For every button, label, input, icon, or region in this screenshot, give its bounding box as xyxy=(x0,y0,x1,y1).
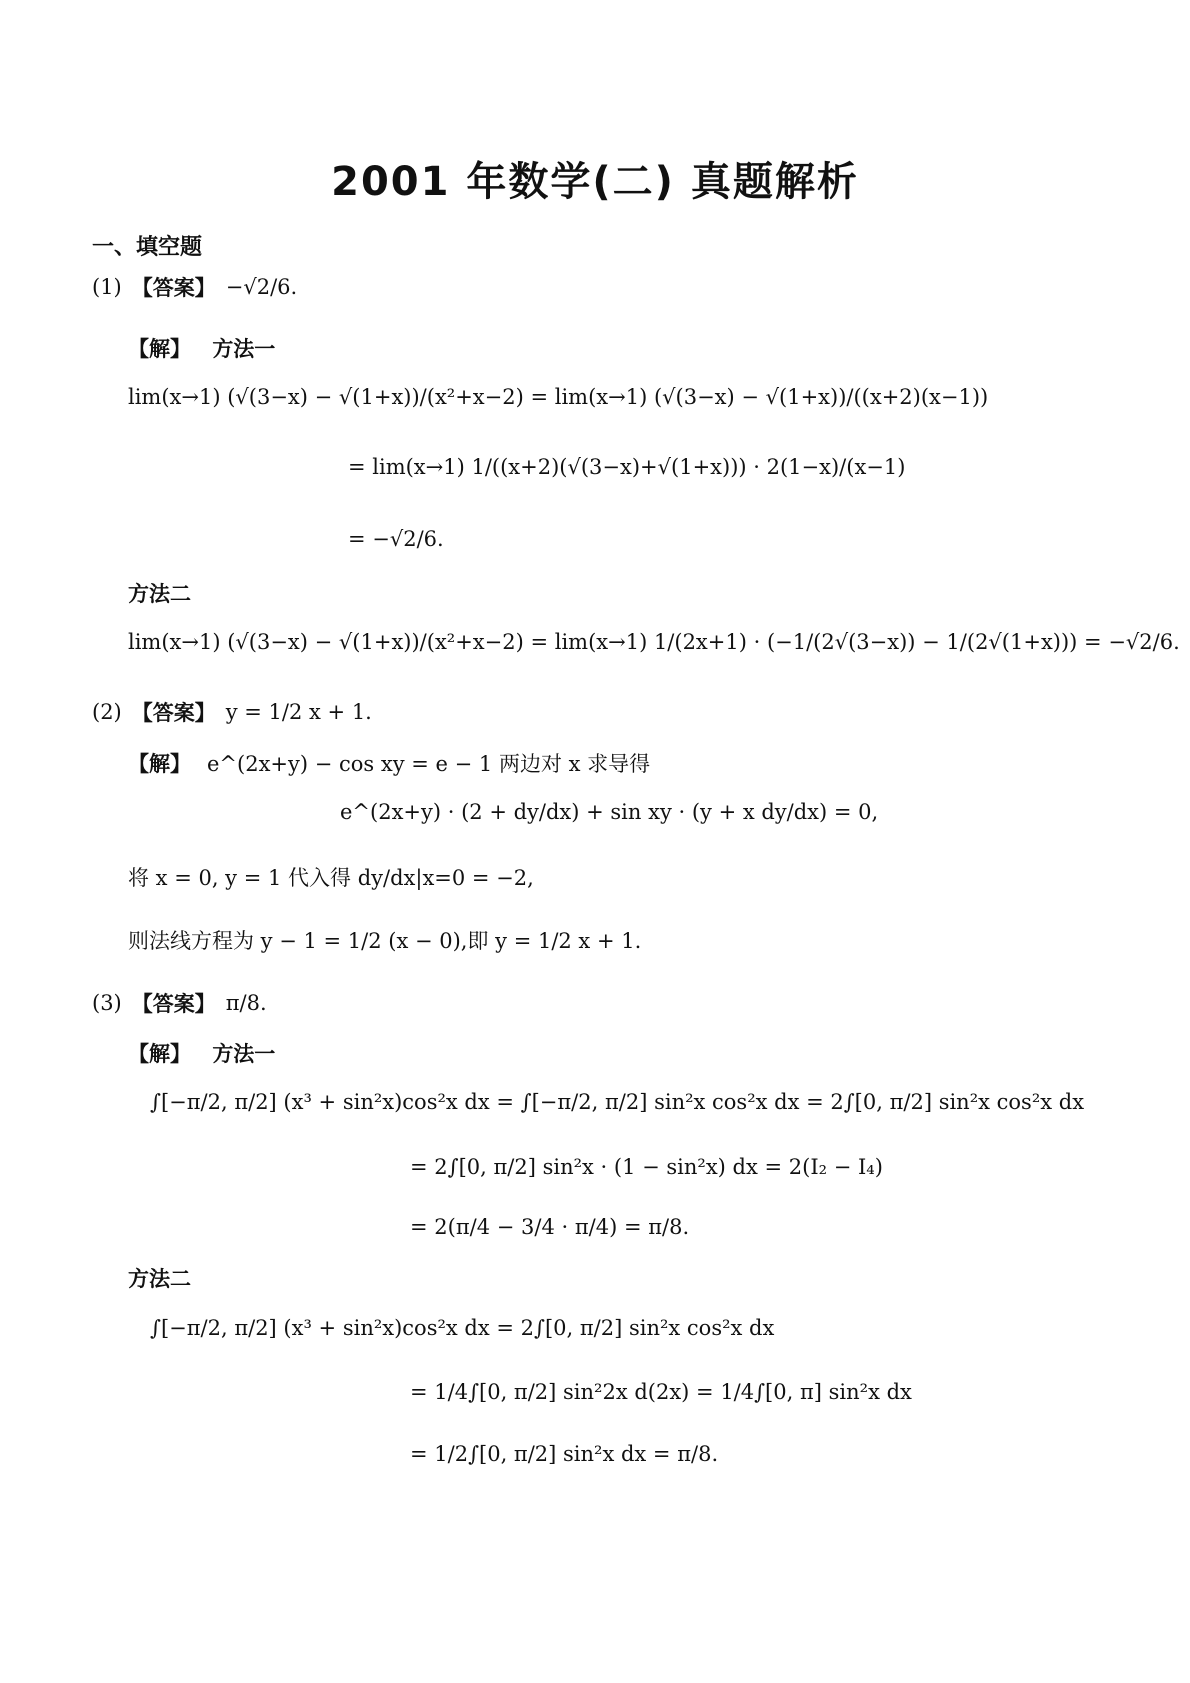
q1-answer-line xyxy=(92,272,297,302)
q3-m1c: = 2(π/4 − 3/4 · π/4) = π/8. xyxy=(410,1215,690,1239)
q2-answer-line xyxy=(92,697,372,727)
q1-solution-label: 【解】 xyxy=(128,337,191,361)
q3-method1-label: 方法一 xyxy=(212,1042,276,1066)
q2-l1: e^(2x+y) − cos xy = e − 1 两边对 x 求导得 xyxy=(207,752,651,776)
q3-method1-heading xyxy=(128,1038,275,1068)
q1-eq3: = −√2/6. xyxy=(348,527,444,551)
q1-method2-label: 方法二 xyxy=(128,582,191,606)
q2-l3: 将 x = 0, y = 1 代入得 dy/dx|x=0 = −2, xyxy=(128,866,534,890)
q2-answer: y = 1/2 x + 1. xyxy=(225,700,372,724)
q2-solution-label: 【解】 xyxy=(128,752,191,776)
q2-answer-label: 【答案】 xyxy=(131,701,216,725)
q3-number: (3) xyxy=(92,991,122,1015)
q1-eq2: = lim(x→1) 1/((x+2)(√(3−x)+√(1+x))) · 2(1−x)/(x−1) xyxy=(348,455,906,479)
q3-m2b: = 1/4∫[0, π/2] sin²2x d(2x) = 1/4∫[0, π] sin²x dx xyxy=(410,1380,912,1404)
q3-m2c: = 1/2∫[0, π/2] sin²x dx = π/8. xyxy=(410,1442,719,1466)
q2-l2: e^(2x+y) · (2 + dy/dx) + sin xy · (y + x dy/dx) = 0, xyxy=(340,800,879,824)
q2-line1 xyxy=(128,748,650,778)
q2-number: (2) xyxy=(92,700,122,724)
q3-m2a: ∫[−π/2, π/2] (x³ + sin²x)cos²x dx = 2∫[0, π/2] sin²x cos²x dx xyxy=(150,1316,775,1340)
q1-method1-label: 方法一 xyxy=(212,337,276,361)
q2-l4: 则法线方程为 y − 1 = 1/2 (x − 0),即 y = 1/2 x + 1. xyxy=(128,929,642,953)
q3-m1b: = 2∫[0, π/2] sin²x · (1 − sin²x) dx = 2(I₂ − I₄) xyxy=(410,1155,883,1179)
q3-answer: π/8. xyxy=(225,991,267,1015)
q1-number: (1) xyxy=(92,275,122,299)
q1-eq1: lim(x→1) (√(3−x) − √(1+x))/(x²+x−2) = lim(x→1) (√(3−x) − √(1+x))/((x+2)(x−1)) xyxy=(128,385,989,409)
q3-answer-label: 【答案】 xyxy=(131,992,216,1016)
q3-m1a: ∫[−π/2, π/2] (x³ + sin²x)cos²x dx = ∫[−π/2, π/2] sin²x cos²x dx = 2∫[0, π/2] sin²x cos²x dx xyxy=(150,1090,1085,1114)
q3-solution-label: 【解】 xyxy=(128,1042,191,1066)
q3-method2-label: 方法二 xyxy=(128,1267,191,1291)
q1-answer-label: 【答案】 xyxy=(131,276,216,300)
section-heading: 一、填空题 xyxy=(92,235,203,260)
q1-answer: −√2/6. xyxy=(225,275,298,299)
q1-m2: lim(x→1) (√(3−x) − √(1+x))/(x²+x−2) = lim(x→1) 1/(2x+1) · (−1/(2√(3−x)) − 1/(2√(1+x))) = −√2/6. xyxy=(128,630,1180,654)
q1-method1-heading xyxy=(128,333,275,363)
q3-answer-line xyxy=(92,988,267,1018)
page-title: 2001 年数学(二) 真题解析 xyxy=(331,159,859,205)
